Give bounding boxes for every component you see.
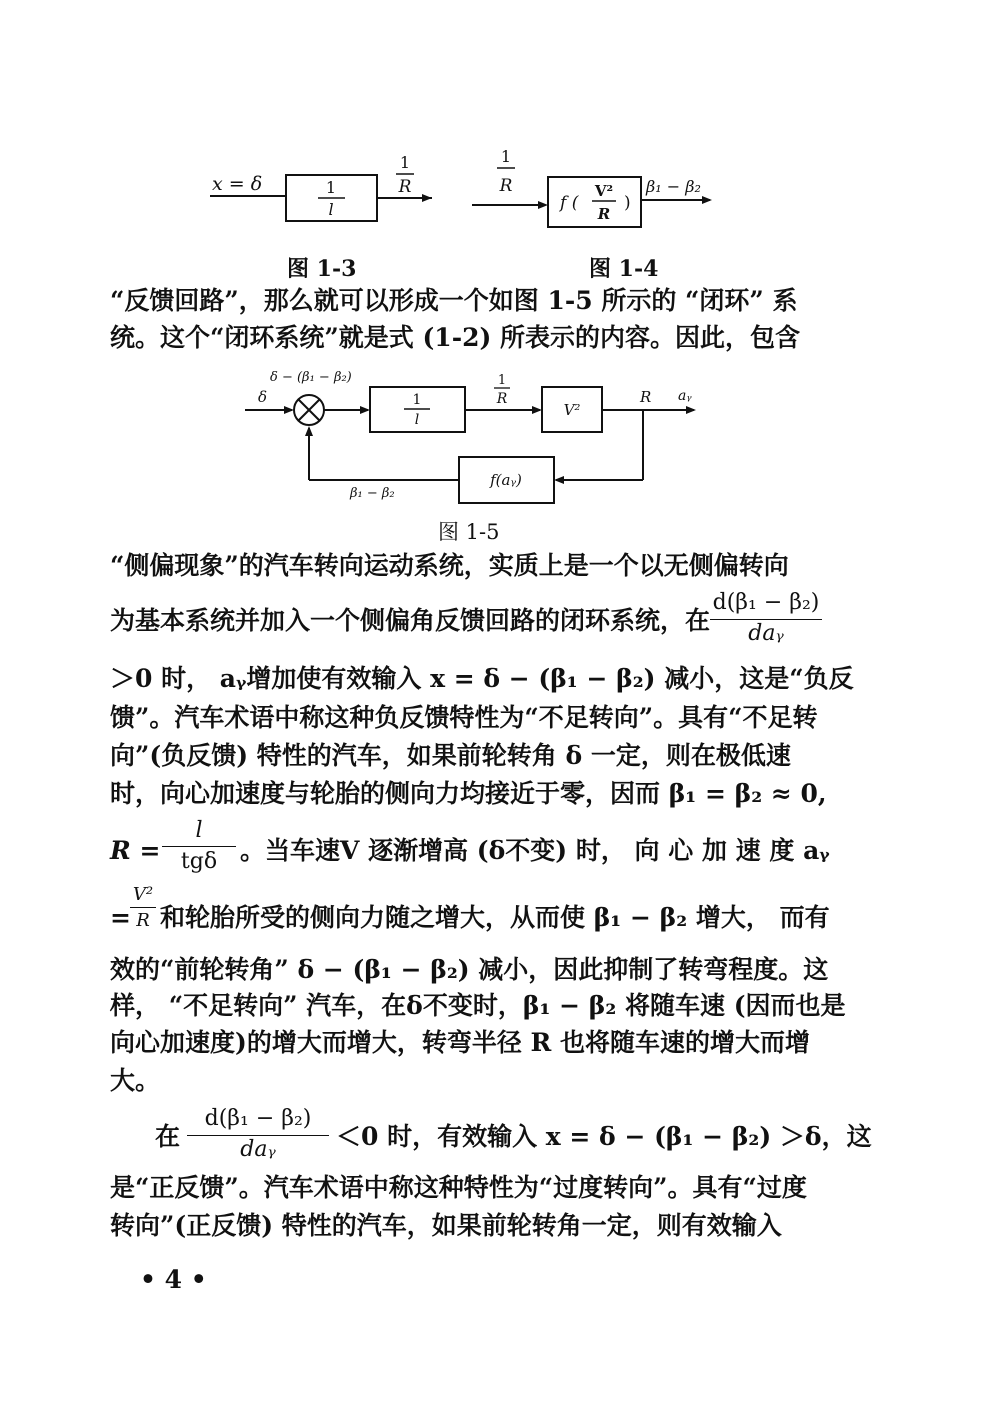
fig5-r-label: R: [640, 388, 652, 406]
body-line8-rest: 和轮胎所受的侧向力随之增大，从而使 β₁ − β₂ 增大， 而有: [160, 903, 830, 932]
fig5-feedback-block-label: f(aᵧ): [490, 471, 522, 489]
body-line2-frac-num: d(β₁ − β₂): [712, 590, 820, 615]
fig4-block-den: R: [597, 205, 611, 223]
para1-line1: “反馈回路”，那么就可以形成一个如图 1-5 所示的 “闭环” 系: [110, 286, 798, 315]
body-line8-eq: =: [110, 903, 131, 932]
fig5-link2-arrow: [532, 406, 542, 414]
fig5-feedback-in-arrow: [554, 476, 564, 484]
body-line13-frac-den: daᵧ: [240, 1137, 276, 1162]
fig3-out-num: 1: [399, 153, 411, 172]
figure-1-5: [0, 0, 992, 560]
body-line6: 时，向心加速度与轮胎的侧向力均接近于零，因而 β₁ = β₂ ≈ 0,: [110, 779, 827, 808]
body-line7-fraction: [160, 818, 238, 874]
body-line2-frac-den: daᵧ: [748, 621, 784, 646]
body-line13-frac-bar: [187, 1135, 329, 1136]
fig3-caption: 图 1-3: [287, 256, 357, 282]
body-line13-rest: ＜0 时，有效输入 x = δ − (β₁ − β₂) ＞δ，这: [336, 1122, 872, 1151]
para1-line2: 统。这个“闭环系统”就是式 (1-2) 所表示的内容。因此，包含: [110, 323, 800, 352]
body-line7-rest: 。当车速V 逐渐增高 (δ不变) 时， 向 心 加 速 度 aᵧ: [240, 836, 830, 865]
fig4-in-num: 1: [500, 147, 512, 166]
fig4-block-suffix: ): [624, 193, 631, 213]
fig5-out-label: aᵧ: [678, 388, 692, 404]
body-line2-frac-bar: [710, 619, 822, 620]
fig5-block1-den: l: [414, 412, 420, 428]
body-line8-frac-den: R: [136, 910, 150, 931]
fig4-block-num: V²: [594, 182, 614, 200]
body-line8-frac-num: V²: [132, 884, 154, 905]
fig5-block1-num: 1: [412, 392, 422, 408]
body-line4: 馈”。汽车术语中称这种负反馈特性为“不足转向”。具有“不足转: [110, 703, 818, 732]
fig4-output-label: β₁ − β₂: [646, 177, 701, 196]
body-line13-pre: 在: [155, 1122, 181, 1151]
body-line15: 转向”(正反馈) 特性的汽车，如果前轮转角一定，则有效输入: [110, 1211, 782, 1240]
fig5-block2-label: V²: [563, 401, 581, 419]
body-line11: 向心加速度)的增大而增大，转弯半径 R 也将随车速的增大而增: [110, 1028, 811, 1057]
page-number: • 4 •: [140, 1265, 207, 1294]
fig5-link1-arrow: [360, 406, 370, 414]
fig4-block-prefix: f (: [560, 193, 579, 213]
body-line7-frac-num: l: [195, 818, 203, 843]
fig5-feedback-label: β₁ − β₂: [350, 486, 395, 501]
fig5-top-label: δ − (β₁ − β₂): [270, 370, 352, 385]
fig5-output-arrow: [686, 406, 696, 414]
body-line7-frac-den: tgδ: [180, 849, 218, 874]
body-line2-fraction: [706, 590, 826, 646]
body-line13-frac-num: d(β₁ − β₂): [204, 1106, 312, 1131]
body-line1: “侧偏现象”的汽车转向运动系统，实质上是一个以无侧偏转向: [110, 551, 789, 580]
fig5-mid-den: R: [496, 391, 508, 407]
body-line8-fraction: [128, 884, 158, 931]
fig5-mid-num: 1: [497, 373, 507, 388]
fig5-input-label: δ: [258, 388, 268, 406]
body-line9: 效的“前轮转角” δ − (β₁ − β₂) 减小，因此抑制了转弯程度。这: [110, 955, 829, 984]
fig3-out-den: R: [398, 177, 412, 197]
body-line7-lhs: R =: [110, 836, 161, 865]
fig3-block-num: 1: [325, 178, 337, 197]
fig5-input-arrow: [284, 406, 294, 414]
fig4-in-den: R: [499, 176, 513, 196]
body-line3: ＞0 时， aᵧ增加使有效输入 x = δ − (β₁ − β₂) 减小，这是“负反: [110, 664, 854, 693]
body-line5: 向”(负反馈) 特性的汽车，如果前轮转角 δ 一定，则在极低速: [110, 741, 791, 770]
fig3-block-den: l: [328, 200, 334, 219]
body-line7-frac-bar: [162, 846, 236, 847]
fig5-feedback-up-arrow: [305, 426, 313, 436]
fig5-caption: 图 1-5: [438, 520, 500, 544]
body-line8-frac-bar: [130, 907, 156, 908]
body-line10: 样， “不足转向” 汽车，在δ不变时，β₁ − β₂ 将随车速 (因而也是: [110, 991, 846, 1020]
fig4-caption: 图 1-4: [589, 256, 659, 282]
body-line14: 是“正反馈”。汽车术语中称这种特性为“过度转向”。具有“过度: [110, 1173, 807, 1202]
body-line12: 大。: [110, 1066, 161, 1095]
body-line13-fraction: [183, 1106, 333, 1162]
body-line2-text: 为基本系统并加入一个侧偏角反馈回路的闭环系统，在: [110, 606, 711, 635]
fig3-input-label: x = δ: [212, 173, 263, 195]
